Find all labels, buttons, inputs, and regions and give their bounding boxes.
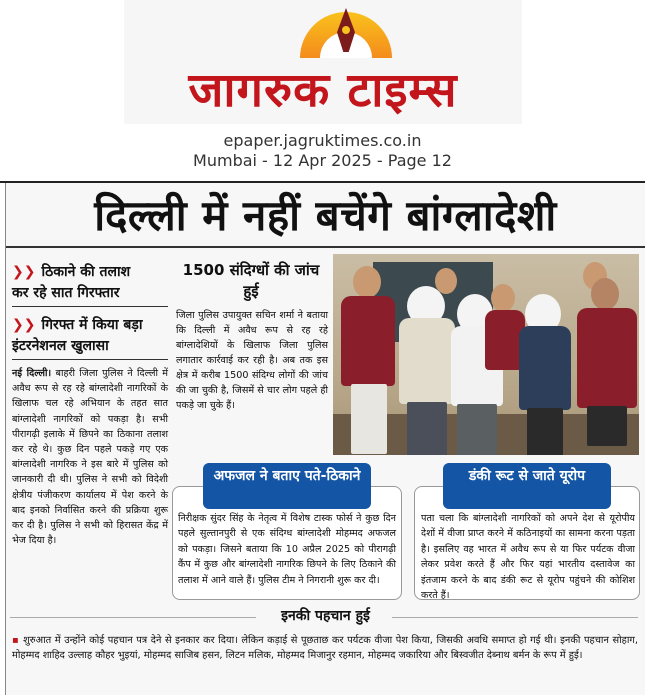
subhead-2 (12, 315, 142, 335)
info-box-afzal-body: निरीक्षक सुंदर सिंह के नेतृत्व में विशेष टास्क फोर्स ने कुछ दिन पहले सुल्तानपुरी से एक संदिग्ध बांग्लादेशी मोहम्मद अफजल को पकड़ा। जिसने बताया कि 10 अप्रैल 2025 को पीरागढ़ी कैंप में कुछ और बांग्लादेशी नागरिक छिपने के लिए ठिकाने की तलाश में आने वाले हैं। पुलिस टीम ने निगरानी शुरू कर दी। (178, 513, 396, 586)
article-headline: दिल्ली में नहीं बचेंगे बांग्लादेशी (94, 191, 557, 240)
double-arrow-icon: ❯❯ (12, 317, 36, 333)
identified-text: शुरुआत में उन्होंने कोई पहचान पत्र देने से इनकार कर दिया। लेकिन कड़ाई से पूछताछ कर पर्यटक वीजा पेश किया, जिसकी अवधि समाप्त हो गई थी। इनकी पहचान सोहाग, मोहम्मद शाहिद उल्लाह कौहर भुइयां, मोहम्मद साजिब हसन, लिटन मलिक, मोहम्मद मिजानुर रहमान, मोहम्मद जकारिया और बिस्वजीत देब्नाथ बर्मन के रूप में हुई। (12, 635, 639, 662)
subhead-1-line-1: ठिकाने की तलाश (41, 264, 131, 280)
news-photo (333, 254, 639, 455)
edition-info: Mumbai - 12 Apr 2025 - Page 12 (193, 151, 452, 170)
subhead-rule (12, 359, 168, 360)
left-body-text: बाहरी जिला पुलिस ने दिल्ली में अवैध रूप से रह रहे बांग्लादेशी नागरिकों के खिलाफ चल रहे अभियान के तहत सात बांग्लादेशी नागरिकों को पकड़ा है। सभी पीरागढ़ी इलाके में छिपने का ठिकाना तलाश कर रहे थे। कुछ दिन पहले पकड़े गए एक बांग्लादेशी नागरिक ने इस बारे में पुलिस को जानकारी दी थी। पुलिस ने सभी को विदेशी क्षेत्रीय पंजीकरण कार्यालय में पेश करने के बाद इनको निर्वासित करने की प्रक्रिया शुरू कर दी है। पुलिस ने सभी को हिरासत केंद्र में भेज दिया है। (12, 368, 169, 547)
info-box-afzal-title: अफजल ने बताए पते-ठिकाने (203, 463, 371, 509)
info-box-donkey-route-title: डंकी रूट से जाते यूरोप (443, 463, 611, 509)
left-column-body (12, 366, 168, 548)
square-bullet-icon: ▪ (12, 635, 20, 646)
identified-body (12, 633, 638, 664)
masthead (0, 0, 645, 178)
epaper-url: epaper.jagruktimes.co.in (223, 131, 422, 150)
newspaper-title: जागरुक टाइम्स (188, 63, 458, 118)
subhead-rule (12, 306, 168, 307)
headline-rule (6, 246, 645, 248)
double-arrow-icon: ❯❯ (12, 264, 36, 280)
subhead-2-line-1: गिरफ्त में किया बड़ा (41, 317, 143, 333)
sidebar-1500-box (172, 254, 330, 455)
info-box-donkey-route-body: पता चला कि बांग्लादेशी नागरिकों को अपने देश से यूरोपीय देशों में वीजा प्राप्त करने में कठिनाइयों का सामना करना पड़ता है। इसलिए वह भारत में अवैध रूप से या फिर पर्यटक वीजा लेकर प्रवेश करते हैं और फिर यहां भारतीय दस्तावेज का इंतजाम करने के बाद डंकी रूट से यूरोप पहुंचने की कोशिश करते हैं। (421, 513, 635, 602)
pen-nib-dot-icon (342, 26, 350, 34)
sidebar-1500-body: जिला पुलिस उपायुक्त सचिन शर्मा ने बताया कि दिल्ली में अवैध रूप से रह रहे बांग्लादेशियों के खिलाफ जिला पुलिस लगातार कार्रवाई कर रही है। अब तक इस क्षेत्र में करीब 1500 संदिग्ध लोगों की जांच की जा चुकी है, जिसमें से चार लोग पहले ही पकड़े जा चुके हैं। (176, 310, 328, 411)
dateline: नई दिल्ली। (12, 368, 52, 379)
identified-heading: इनकी पहचान हुई (281, 608, 370, 624)
sidebar-1500-title: 1500 संदिग्धों की जांच हुई (182, 261, 320, 300)
subhead-2-cont: इंटरनेशनल खुलासा (12, 338, 109, 354)
subhead-1 (12, 262, 130, 282)
subhead-1-cont: कर रहे सात गिरफ्तार (12, 285, 120, 301)
